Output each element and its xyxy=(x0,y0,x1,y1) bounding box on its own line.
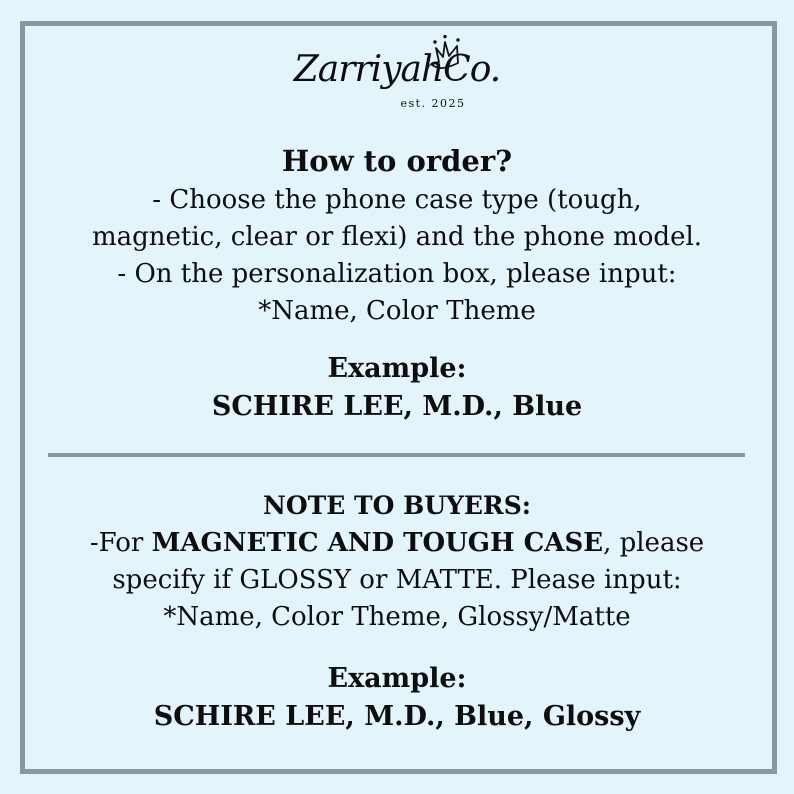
how-to-order-section xyxy=(0,141,794,330)
example-value: SCHIRE LEE, M.D., Blue, Glossy xyxy=(153,701,641,732)
instruction-line-2: magnetic, clear or flexi) and the phone model. xyxy=(91,222,703,252)
instruction-line-1: - Choose the phone case type (tough, xyxy=(152,185,642,215)
note-example-block xyxy=(0,660,794,736)
note-line-2: specify if GLOSSY or MATTE. Please input: xyxy=(112,565,682,595)
example-label: Example: xyxy=(327,663,467,694)
instruction-line-3: - On the personalization box, please input: xyxy=(117,259,677,289)
note-line-1-prefix: -For xyxy=(89,528,152,558)
order-example-block xyxy=(0,350,794,426)
instruction-line-4: *Name, Color Theme xyxy=(258,296,536,326)
note-line-1-suffix: , please xyxy=(603,528,705,558)
brand-established: est. 2025 xyxy=(400,97,466,110)
example-label: Example: xyxy=(327,353,467,384)
note-to-buyers-section xyxy=(0,487,794,636)
note-line-3: *Name, Color Theme, Glossy/Matte xyxy=(163,602,631,632)
how-to-order-heading: How to order? xyxy=(281,144,513,178)
brand-logo xyxy=(0,42,794,110)
brand-name: ZarriyahCo. xyxy=(293,49,501,90)
note-to-buyers-heading: NOTE TO BUYERS: xyxy=(263,491,531,520)
example-value: SCHIRE LEE, M.D., Blue xyxy=(211,391,583,422)
section-divider xyxy=(48,453,745,457)
note-line-1 xyxy=(0,525,794,562)
note-line-1-bold: MAGNETIC AND TOUGH CASE xyxy=(151,528,604,558)
crown-icon xyxy=(425,34,465,74)
